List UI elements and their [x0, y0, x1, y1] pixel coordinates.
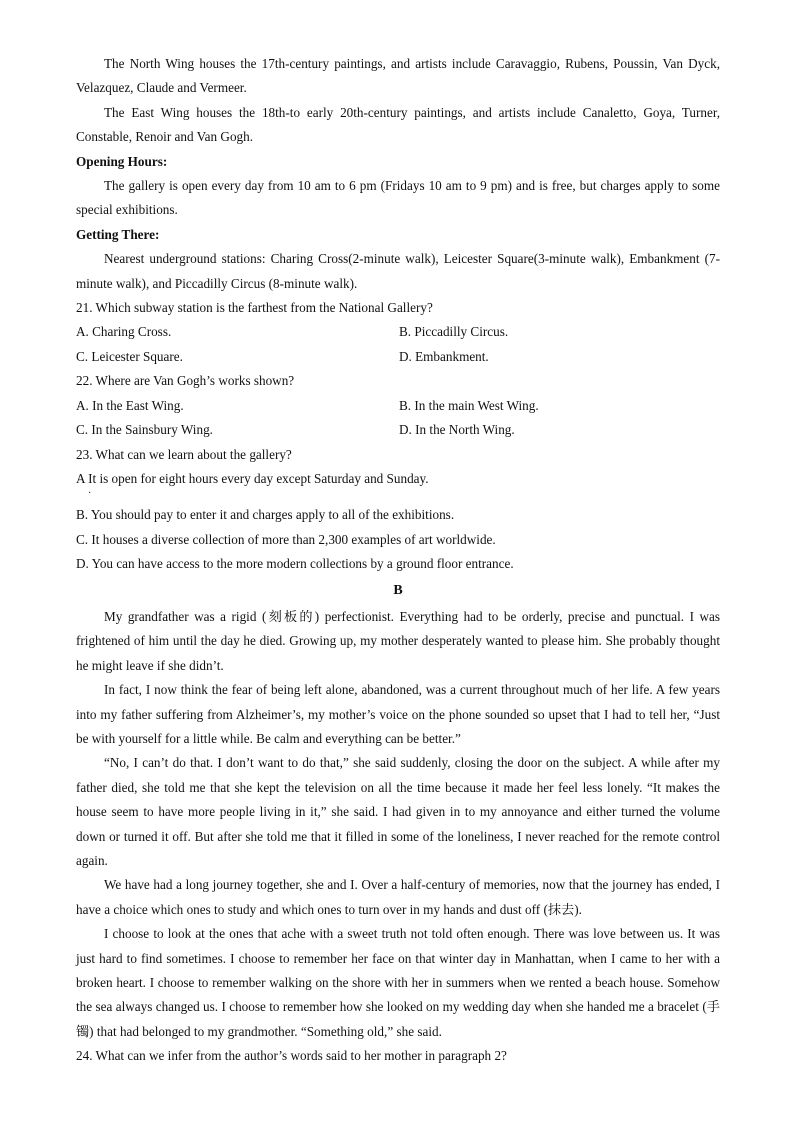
section-b-paragraph-2: In fact, I now think the fear of being left alone, abandoned, was a current throughout much of her life. A few years into my father suffering from Alzheimer’s, my mother’s voice on the phone sounded so upset that I had to tell her, “Just be with yourself for a little while. Be calm and everything can be better.” — [76, 682, 720, 746]
opening-hours-paragraph: The gallery is open every day from 10 am to 6 pm (Fridays 10 am to 9 pm) and is free, but charges apply to some special exhibitions. — [76, 178, 720, 218]
east-wing-paragraph: The East Wing houses the 18th-to early 20th-century paintings, and artists include Canaletto, Goya, Turner, Constable, Renoir and Van Gogh. — [76, 104, 720, 145]
question-22-options-row-1 — [76, 394, 720, 418]
question-23-option-c: C. It houses a diverse collection of more than 2,300 examples of art worldwide. — [76, 531, 496, 547]
question-21-options-row-1 — [76, 320, 720, 344]
question-21-option-c: C. Leicester Square. — [76, 348, 183, 364]
question-22-option-a: A. In the East Wing. — [76, 397, 184, 413]
section-b-paragraph-3: “No, I can’t do that. I don’t want to do that,” she said suddenly, closing the door on the subject. A while after my father died, she told me that she kept the television on all the time because it made her feel less lonely. “It makes the house seem to have more people living in it,” she said. I had given in to my annoyance and either turned the volume down or turned it off. But after she told me that it filled in some of the loneliness, I never reached for the remote control again. — [76, 755, 720, 868]
stray-mark — [76, 488, 720, 503]
getting-there-heading: Getting There: — [76, 226, 160, 242]
section-b-paragraph-4: We have had a long journey together, she and I. Over a half-century of memories, now that the journey has ended, I have a choice which ones to study and which ones to turn over in my hands and dust off (抹去). — [76, 877, 720, 917]
question-22-stem: 22. Where are Van Gogh’s works shown? — [76, 373, 295, 389]
question-22-option-d: D. In the North Wing. — [399, 422, 515, 438]
question-22-option-b: B. In the main West Wing. — [399, 397, 539, 413]
question-22-option-c: C. In the Sainsbury Wing. — [76, 422, 213, 438]
section-b-paragraph-5: I choose to look at the ones that ache with a sweet truth not told often enough. There was love between us. It was just hard to find sometimes. I choose to remember her face on that winter day in Manhattan, when I came to her with a broken heart. I choose to remember walking on the shore with her in summers when we rented a beach house. Somehow the sea always changed us. I choose to remember how she looked on my wedding day when she handed me a bracelet (手镯) that had belonged to my grandmother. “Something old,” she said. — [76, 926, 720, 1039]
stray-dot-mark: · — [88, 488, 92, 500]
question-23-option-d: D. You can have access to the more modern collections by a ground floor entrance. — [76, 556, 514, 572]
section-b-paragraph-1: My grandfather was a rigid (刻板的) perfectionist. Everything had to be orderly, precise and punctual. I was frightened of him until the day he died. Growing up, my mother desperately wanted to please him. She probably thought he might leave if she didn’t. — [76, 608, 720, 673]
north-wing-paragraph: The North Wing houses the 17th-century paintings, and artists include Caravaggio, Rubens, Poussin, Van Dyck, Velazquez, Claude and Vermeer. — [76, 56, 720, 96]
question-21-options-row-2 — [76, 345, 720, 369]
question-21-stem: 21. Which subway station is the farthest from the National Gallery? — [76, 300, 433, 316]
question-21-option-d: D. Embankment. — [399, 348, 489, 364]
opening-hours-heading: Opening Hours: — [76, 153, 168, 169]
document-page — [76, 52, 720, 1069]
question-23-option-a: A It is open for eight hours every day except Saturday and Sunday. — [76, 470, 429, 486]
question-21-option-b: B. Piccadilly Circus. — [399, 324, 509, 340]
question-21-option-a: A. Charing Cross. — [76, 324, 172, 340]
section-b-title: B — [393, 582, 403, 598]
question-23-stem: 23. What can we learn about the gallery? — [76, 446, 292, 462]
question-23-option-b: B. You should pay to enter it and charges apply to all of the exhibitions. — [76, 507, 455, 523]
getting-there-paragraph: Nearest underground stations: Charing Cross(2-minute walk), Leicester Square(3-minute walk), Embankment (7-minute walk), and Piccadilly Circus (8-minute walk). — [76, 251, 720, 291]
question-22-options-row-2 — [76, 418, 720, 442]
question-24-stem: 24. What can we infer from the author’s words said to her mother in paragraph 2? — [76, 1048, 507, 1064]
